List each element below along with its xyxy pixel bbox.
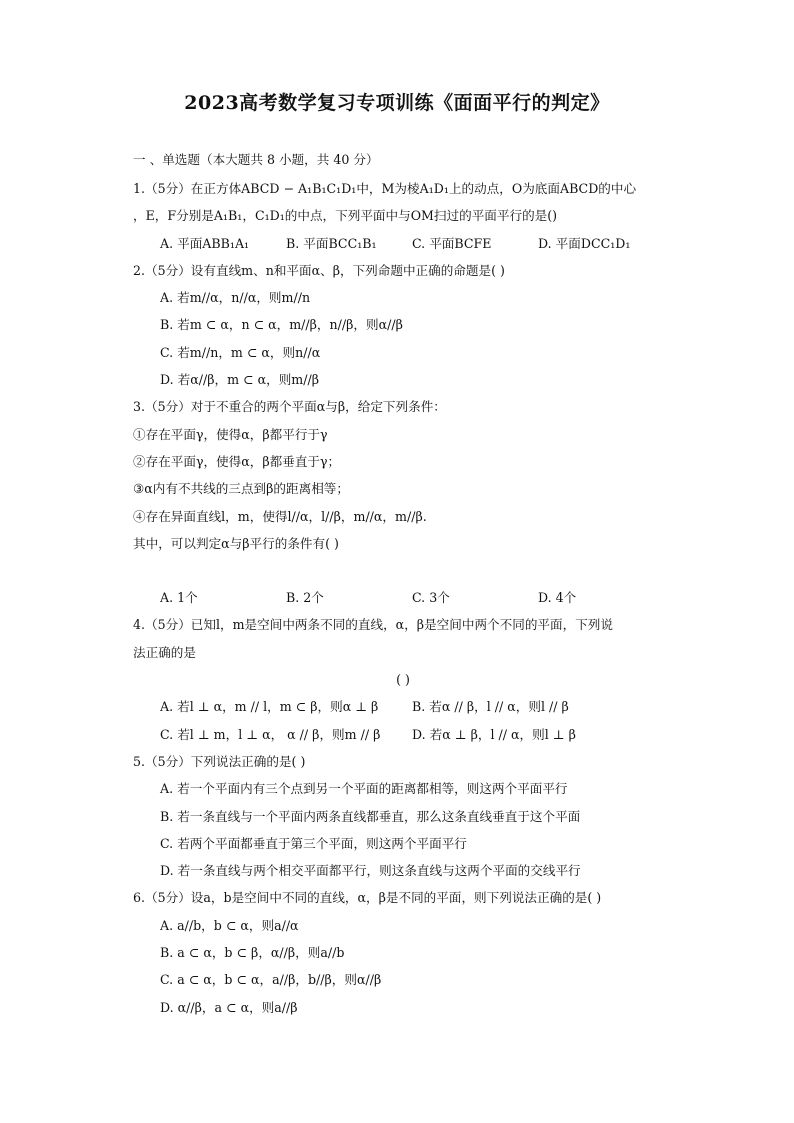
question-5-option-a: A. 若一个平面内有三个点到另一个平面的距离都相等，则这两个平面平行 (160, 781, 568, 797)
option-b: B. 2个 (286, 590, 324, 606)
question-2-option-a: A. 若m//α，n//α，则m//n (160, 290, 311, 306)
question-3-condition-2: ②存在平面γ，使得α，β都垂直于γ； (133, 453, 341, 469)
option-c: C. 3个 (412, 590, 450, 606)
question-3-stem-last: 其中，可以判定α与β平行的条件有( ) (133, 535, 339, 551)
option-c: C. 若l ⊥ m，l ⊥ α， α // β，则m // β (160, 726, 381, 742)
page-title: 2023高考数学复习专项训练《面面平行的判定》 (184, 92, 610, 114)
question-1-stem-line-2: ，E，F分别是A₁B₁，C₁D₁的中点，下列平面中与OM扫过的平面平行的是() (133, 208, 558, 224)
question-2-option-b: B. 若m ⊂ α，n ⊂ α，m//β，n//β，则α//β (160, 317, 403, 333)
question-1-options (133, 230, 673, 257)
question-4-stem-line-1: 4.（5分）已知l，m是空间中两条不同的直线，α，β是空间中两个不同的平面，下列说 (133, 617, 613, 633)
question-1-stem-line-1: 1.（5分）在正方体ABCD − A₁B₁C₁D₁中，M为棱A₁D₁上的动点，O为底面ABCD的中心 (133, 181, 637, 196)
question-3-condition-1: ①存在平面γ，使得α，β都平行于γ (133, 426, 328, 442)
question-6-stem: 6.（5分）设a，b是空间中不同的直线，α，β是不同的平面，则下列说法正确的是( ) (133, 890, 602, 906)
option-d: D. 4个 (538, 590, 577, 606)
question-6-option-c: C. a ⊂ α，b ⊂ α，a//β，b//β，则α//β (160, 972, 382, 988)
question-4-stem-line-2: 法正确的是 (133, 644, 196, 660)
question-6-option-b: B. a ⊂ α，b ⊂ β，α//β，则a//b (160, 945, 345, 961)
option-b: B. 若α // β，l // α，则l // β (412, 699, 569, 715)
question-3-condition-3: ③α内有不共线的三点到β的距离相等； (133, 481, 349, 497)
option-d: D. 平面DCC₁D₁ (538, 235, 631, 251)
exam-content (133, 148, 673, 1021)
question-2-stem: 2.（5分）设有直线m、n和平面α、β，下列命题中正确的命题是( ) (133, 262, 505, 278)
question-6-option-a: A. a//b，b ⊂ α，则a//α (160, 917, 299, 933)
question-5-stem: 5.（5分）下列说法正确的是( ) (133, 753, 306, 769)
question-2-option-d: D. 若α//β，m ⊂ α，则m//β (160, 372, 320, 388)
question-2-option-c: C. 若m//n，m ⊂ α，则n//α (160, 344, 321, 360)
option-a: A. 若l ⊥ α，m // l，m ⊂ β，则α ⊥ β (160, 699, 379, 715)
option-b: B. 平面BCC₁B₁ (286, 235, 377, 251)
question-3-stem-line-1: 3.（5分）对于不重合的两个平面α与β，给定下列条件： (133, 399, 446, 415)
option-d: D. 若α ⊥ β，l // α，则l ⊥ β (412, 726, 576, 742)
answer-parentheses: ( ) (396, 672, 410, 688)
option-c: C. 平面BCFE (412, 235, 492, 251)
question-3-condition-4: ④存在异面直线l，m，使得l//α，l//β，m//α，m//β. (133, 508, 427, 524)
question-5-option-c: C. 若两个平面都垂直于第三个平面，则这两个平面平行 (160, 835, 467, 851)
option-a: A. 1个 (160, 590, 198, 606)
question-5-option-b: B. 若一条直线与一个平面内两条直线都垂直，那么这条直线垂直于这个平面 (160, 808, 581, 824)
option-a: A. 平面ABB₁A₁ (160, 235, 250, 251)
question-5-option-d: D. 若一条直线与两个相交平面都平行，则这条直线与这两个平面的交线平行 (160, 863, 581, 879)
question-4-options-row-1 (133, 693, 673, 720)
question-6-option-d: D. α//β，a ⊂ α，则a//β (160, 999, 298, 1015)
question-4-options-row-2 (133, 721, 673, 748)
section-heading: 一 、单选题（本大题共 8 小题，共 40 分） (133, 152, 379, 167)
question-3-options (133, 584, 673, 611)
